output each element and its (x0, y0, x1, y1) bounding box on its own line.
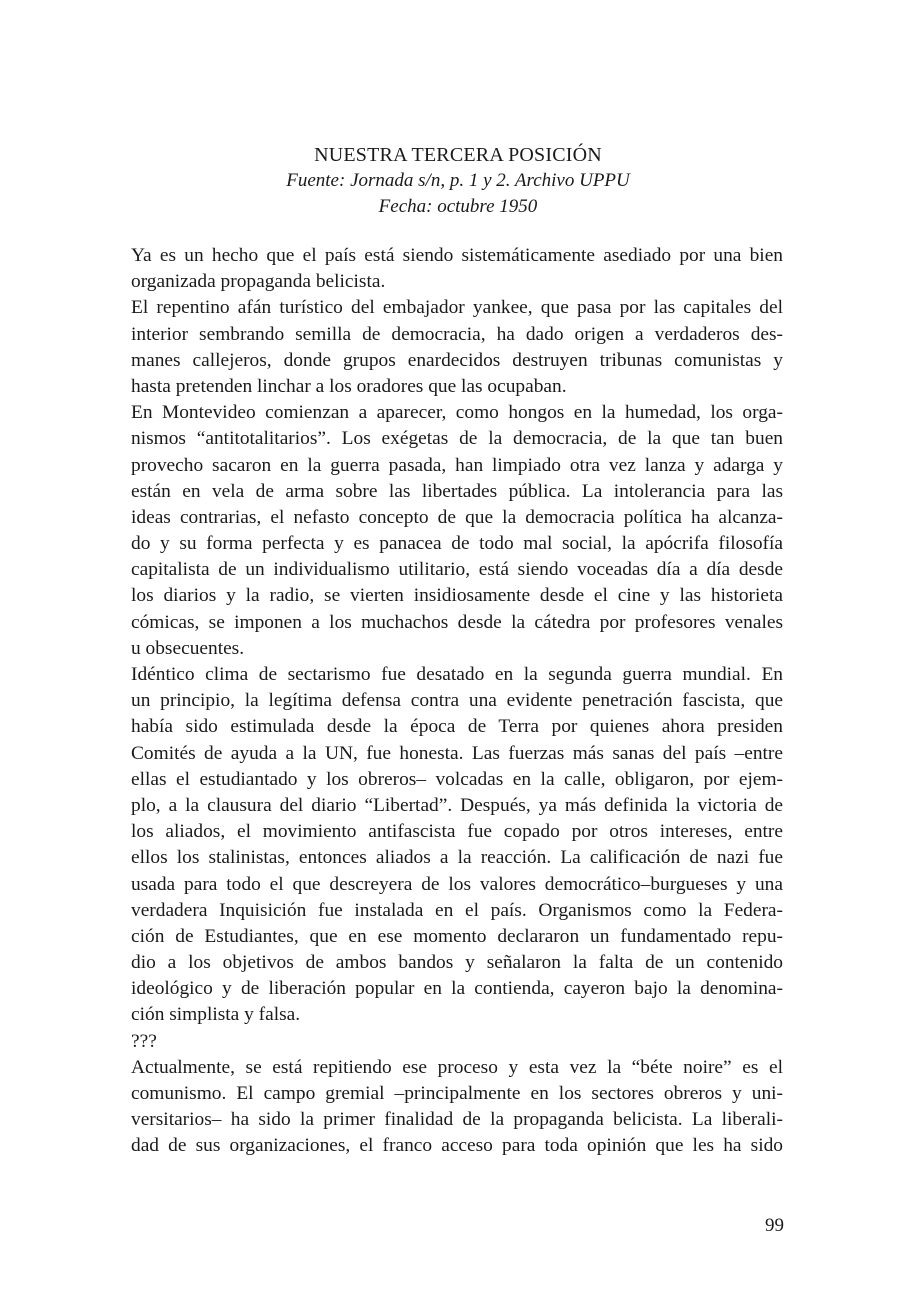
text-line: El repentino afán turístico del embajador yankee, que pasa por las capitales del (131, 297, 783, 319)
text-line: interior sembrando semilla de democracia, ha dado origen a verdaderos des- (131, 323, 783, 345)
text-line: cómicas, se imponen a los muchachos desde la cátedra por profesores venales (131, 611, 783, 633)
text-line: Actualmente, se está repitiendo ese proceso y esta vez la “béte noire” es el (131, 1056, 783, 1078)
text-line: ellas el estudiantado y los obreros– volcadas en la calle, obligaron, por ejem- (131, 768, 783, 790)
text-line: capitalista de un individualismo utilitario, está siendo voceadas día a día desde (131, 559, 783, 581)
text-line: ellos los stalinistas, entonces aliados a la reacción. La calificación de nazi fue (131, 847, 783, 869)
text-line: versitarios– ha sido la primer finalidad de la propaganda belicista. La liberali- (131, 1109, 783, 1131)
document-header (130, 142, 786, 220)
text-line: Comités de ayuda a la UN, fue honesta. Las fuerzas más sanas del país –entre (131, 742, 783, 764)
text-line: manes callejeros, donde grupos enardecidos destruyen tribunas comunistas y (131, 349, 783, 371)
text-line: los aliados, el movimiento antifascista fue copado por otros intereses, entre (131, 821, 783, 843)
body-text (131, 243, 783, 1160)
text-line: Ya es un hecho que el país está siendo sistemáticamente asediado por una bien (131, 245, 783, 266)
text-line: En Montevideo comienzan a aparecer, como hongos en la humedad, los orga- (131, 402, 783, 424)
text-line: verdadera Inquisición fue instalada en el país. Organismos como la Federa- (131, 899, 783, 921)
text-line: un principio, la legítima defensa contra una evidente penetración fascista, que (131, 690, 783, 712)
text-line: provecho sacaron en la guerra pasada, han limpiado otra vez lanza y adarga y (131, 454, 783, 476)
text-line: organizada propaganda belicista. (131, 271, 386, 293)
text-line: u obsecuentes. (131, 637, 245, 659)
page-number: 99 (765, 1215, 784, 1236)
text-line: plo, a la clausura del diario “Libertad”. Después, ya más definida la victoria de (131, 794, 783, 816)
text-line: los diarios y la radio, se vierten insidiosamente desde el cine y las historieta (131, 585, 783, 607)
text-line: usada para todo el que descreyera de los valores democrático–burgueses y una (131, 873, 783, 895)
text-line: ??? (131, 1030, 157, 1052)
text-line: había sido estimulada desde la época de Terra por quienes ahora presiden (131, 716, 783, 738)
text-line: comunismo. El campo gremial –principalmente en los sectores obreros y uni- (131, 1083, 783, 1104)
text-line: ideológico y de liberación popular en la contienda, cayeron bajo la denomina- (131, 978, 783, 1000)
document-title: NUESTRA TERCERA POSICIÓN (314, 144, 602, 166)
document-source: Fuente: Jornada s/n, p. 1 y 2. Archivo UPPU (286, 170, 630, 191)
text-line: nismos “antitotalitarios”. Los exégetas de la democracia, de la que tan buen (131, 428, 783, 450)
text-line: Idéntico clima de sectarismo fue desatado en la segunda guerra mundial. En (131, 664, 783, 685)
text-line: ideas contrarias, el nefasto concepto de que la democracia política ha alcanza- (131, 506, 783, 528)
text-line: están en vela de arma sobre las libertades pública. La intolerancia para las (131, 480, 783, 502)
text-line: ción simplista y falsa. (131, 1004, 301, 1026)
text-line: dad de sus organizaciones, el franco acceso para toda opinión que les ha sido (131, 1135, 783, 1157)
text-line: dio a los objetivos de ambos bandos y señalaron la falta de un contenido (131, 952, 783, 974)
text-line: hasta pretenden linchar a los oradores que las ocupaban. (131, 375, 567, 397)
text-line: do y su forma perfecta y es panacea de todo mal social, la apócrifa filosofía (131, 533, 783, 555)
text-line: ción de Estudiantes, que en ese momento declararon un fundamentado repu- (131, 925, 783, 947)
document-date: Fecha: octubre 1950 (378, 196, 538, 217)
